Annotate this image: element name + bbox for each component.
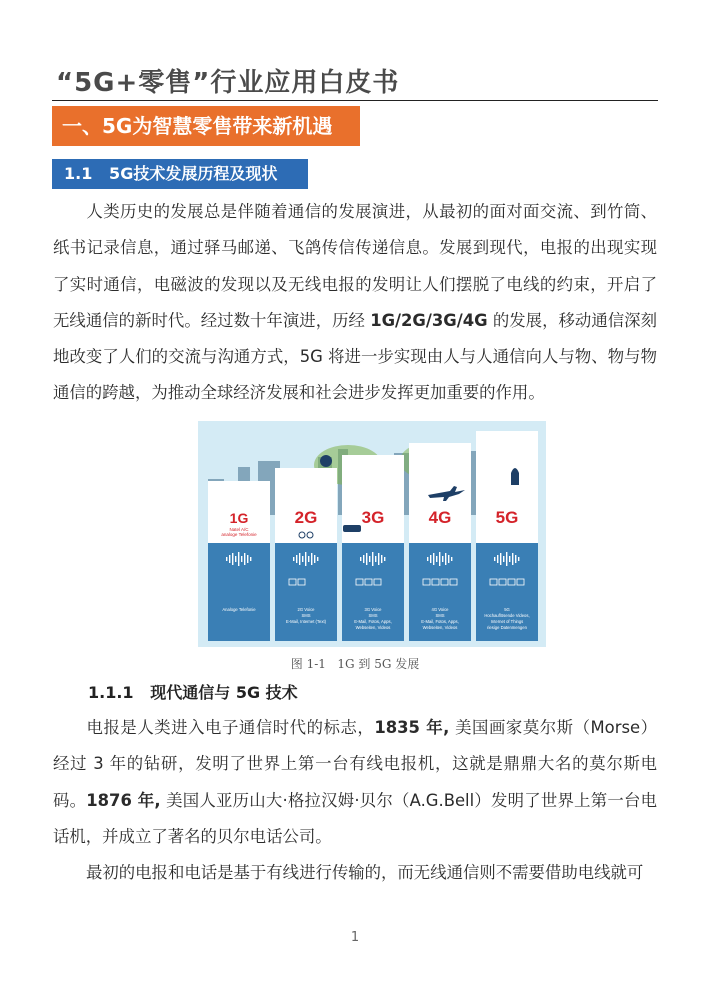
- generation-description: Webseiten, Videos: [355, 625, 391, 630]
- soundwave-icon: [506, 552, 507, 566]
- generation-description: Internet of Things: [490, 619, 524, 624]
- soundwave-icon: [235, 556, 236, 562]
- generation-sublabel: analoge Telefonie: [221, 532, 257, 537]
- generation-description: E-Mail, Fotos, Apps,: [354, 619, 392, 624]
- generation-card: [275, 468, 337, 543]
- generations-illustration: [198, 421, 546, 647]
- soundwave-icon: [302, 556, 303, 562]
- soundwave-icon: [378, 553, 379, 565]
- generation-label: 1G: [229, 510, 249, 526]
- generation-label: 5G: [495, 508, 519, 527]
- soundwave-icon: [305, 552, 306, 566]
- soundwave-icon: [448, 555, 449, 563]
- paragraph-text: 电报是人类进入电子通信时代的标志，: [86, 718, 375, 737]
- soundwave-icon: [497, 555, 498, 563]
- soundwave-icon: [366, 553, 367, 565]
- generations-figure: [198, 421, 546, 647]
- paragraph-text: 美国画家莫尔斯（Morse）经过 3 年的钻研，发明了世界上第一台有线电报机，这就是鼎鼎大名的莫尔斯电码。: [53, 718, 657, 810]
- soundwave-icon: [500, 553, 501, 565]
- paragraph-bold-text: 1G/2G/3G/4G: [370, 310, 488, 330]
- soundwave-icon: [369, 556, 370, 562]
- soundwave-icon: [494, 557, 495, 561]
- intro-paragraph: [53, 194, 657, 412]
- soundwave-icon: [372, 552, 373, 566]
- soundwave-icon: [509, 556, 510, 562]
- car-icon: [343, 525, 361, 532]
- soundwave-icon: [384, 557, 385, 561]
- generation-description: E-Mail, Fotos, Apps,: [421, 619, 459, 624]
- generation-description: 4G Voice: [431, 607, 449, 612]
- soundwave-icon: [293, 557, 294, 561]
- soundwave-icon: [317, 557, 318, 561]
- paragraph-bold-text: 1876 年,: [86, 790, 161, 810]
- generation-description: SMS: [435, 613, 445, 618]
- generation-description: Hochauflösende Videos,: [484, 613, 530, 618]
- paragraph-bold-text: 1835 年,: [374, 718, 450, 737]
- soundwave-icon: [503, 556, 504, 562]
- figure-caption: 图 1-1 1G 到 5G 发展: [290, 657, 420, 671]
- soundwave-icon: [433, 553, 434, 565]
- generation-panels: [208, 431, 538, 641]
- rocket-icon: [511, 468, 519, 485]
- generation-description: riesige Datenmengen: [487, 625, 527, 630]
- person-icon: [320, 455, 332, 467]
- generation-description: SMS: [301, 613, 311, 618]
- wireless-paragraph: [53, 855, 657, 891]
- soundwave-icon: [363, 555, 364, 563]
- soundwave-icon: [427, 557, 428, 561]
- generation-label: 3G: [361, 508, 385, 527]
- soundwave-icon: [247, 555, 248, 563]
- soundwave-icon: [314, 555, 315, 563]
- soundwave-icon: [299, 553, 300, 565]
- soundwave-icon: [238, 552, 239, 566]
- generation-label: 2G: [294, 508, 318, 527]
- subsubsection-heading: 1.1.1 现代通信与 5G 技术: [88, 683, 298, 702]
- generation-panel: [409, 443, 471, 641]
- page-number: 1: [350, 930, 360, 945]
- soundwave-icon: [515, 555, 516, 563]
- history-paragraph: [53, 710, 657, 855]
- generation-label: 4G: [428, 508, 452, 527]
- title-divider: [52, 100, 658, 101]
- soundwave-icon: [375, 556, 376, 562]
- soundwave-icon: [381, 555, 382, 563]
- soundwave-icon: [512, 553, 513, 565]
- generation-panel: [476, 431, 538, 641]
- generation-sublabel: Natel A/C: [229, 527, 249, 532]
- generation-description: E-Mail, Internet (Text): [285, 619, 327, 624]
- section-heading: 一、5G为智慧零售带来新机遇: [52, 106, 360, 146]
- generation-description: 5G: [504, 607, 510, 612]
- paragraph-text: 最初的电报和电话是基于有线进行传输的，而无线通信则不需要借助电线就可: [86, 863, 644, 882]
- soundwave-icon: [232, 553, 233, 565]
- soundwave-icon: [439, 552, 440, 566]
- soundwave-icon: [360, 557, 361, 561]
- soundwave-icon: [430, 555, 431, 563]
- generation-panel: [342, 455, 404, 641]
- generation-panel: [208, 481, 270, 641]
- soundwave-icon: [250, 557, 251, 561]
- soundwave-icon: [442, 556, 443, 562]
- soundwave-icon: [445, 553, 446, 565]
- generation-description: 2G Voice: [297, 607, 315, 612]
- paragraph-text: 的发展，移动通信深刻地改变了人们的交流与沟通方式，5G 将进一步实现由人与人通信向人与物、物与物通信的跨越，为推动全球经济发展和社会进步发挥更加重要的作用。: [53, 310, 657, 403]
- soundwave-icon: [451, 557, 452, 561]
- generation-panel: [275, 468, 337, 641]
- generation-description: SMS: [368, 613, 378, 618]
- document-title: “5G+零售”行业应用白皮书: [56, 68, 400, 98]
- soundwave-icon: [436, 556, 437, 562]
- paragraph-text: 人类历史的发展总是伴随着通信的发展演进，从最初的面对面交流、到竹筒、纸书记录信息，通过驿马邮递、飞鸽传信传递信息。发展到现代，电报的出现实现了实时通信，电磁波的发现以及无线电报的发明让人们摆脱了电线的约束，开启了无线通信的新时代。经过数十年演进，历经: [53, 202, 657, 330]
- soundwave-icon: [308, 556, 309, 562]
- generation-description: Webseiten, Videos: [422, 625, 458, 630]
- subsection-heading: 1.1 5G技术发展历程及现状: [52, 159, 308, 189]
- soundwave-icon: [229, 555, 230, 563]
- soundwave-icon: [241, 556, 242, 562]
- soundwave-icon: [226, 557, 227, 561]
- generation-description: 3G Voice: [364, 607, 382, 612]
- soundwave-icon: [244, 553, 245, 565]
- soundwave-icon: [518, 557, 519, 561]
- soundwave-icon: [296, 555, 297, 563]
- paragraph-text: 美国人亚历山大·格拉汉姆·贝尔（A.G.Bell）发明了世界上第一台电话机，并成立了著名的贝尔电话公司。: [53, 790, 657, 846]
- generation-description: Analoge Telefonie: [222, 607, 256, 612]
- soundwave-icon: [311, 553, 312, 565]
